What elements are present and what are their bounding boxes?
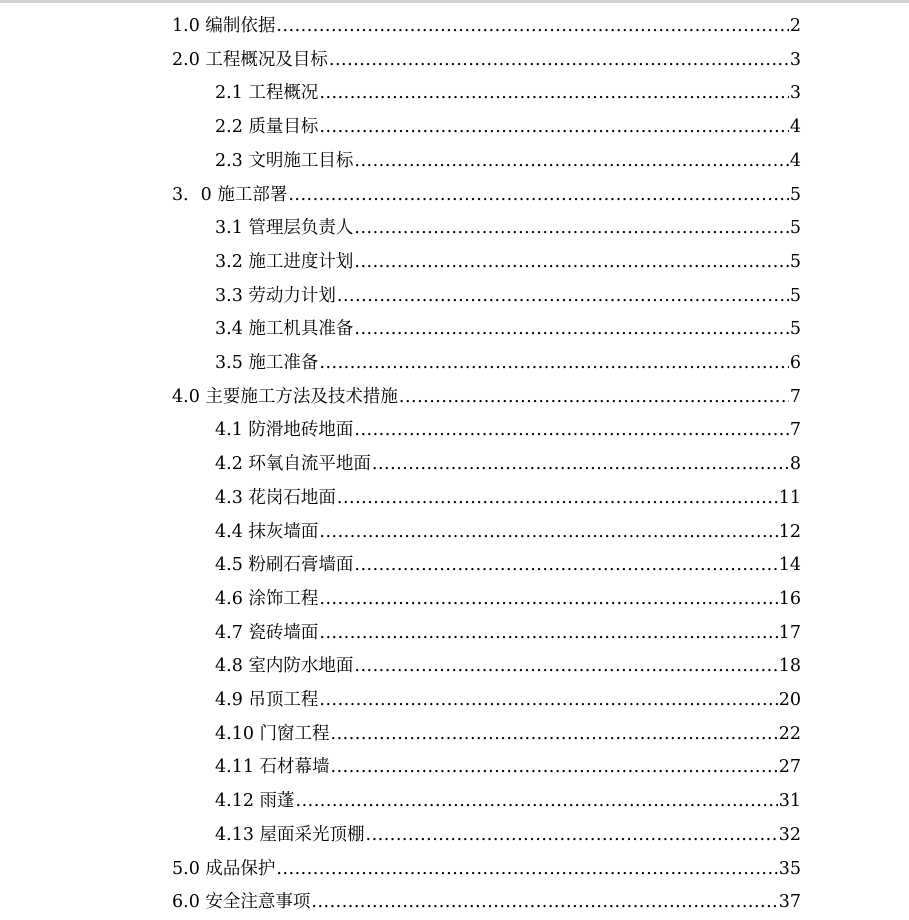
toc-entry-section[interactable] xyxy=(215,714,801,747)
toc-entry-label: 4.13 屋面采光顶棚 xyxy=(215,824,365,845)
toc-entry-page-number: 4 xyxy=(789,117,801,138)
toc-entry-label: 4.10 门窗工程 xyxy=(215,723,330,744)
toc-dot-leader xyxy=(354,655,777,679)
toc-entry-page-number: 5 xyxy=(789,285,801,306)
toc-entry-page-number: 20 xyxy=(778,690,801,710)
toc-entry-section[interactable] xyxy=(215,444,801,477)
toc-dot-leader xyxy=(372,453,789,477)
toc-entry-page-number: 16 xyxy=(778,588,801,609)
toc-entry-chapter[interactable] xyxy=(172,849,801,882)
toc-entry-label: 4.12 雨蓬 xyxy=(215,791,295,812)
toc-entry-label: 6.0 安全注意事项 xyxy=(172,892,311,913)
toc-dot-leader xyxy=(319,521,777,545)
toc-dot-leader xyxy=(296,790,778,814)
toc-entry-page-number: 35 xyxy=(778,858,801,879)
toc-entry-label: 4.11 石材幕墙 xyxy=(215,757,330,778)
toc-entry-label: 4.0 主要施工方法及技术措施 xyxy=(172,386,398,407)
toc-entry-section[interactable] xyxy=(215,747,801,780)
toc-entry-label: 2.1 工程概况 xyxy=(215,83,319,104)
toc-dot-leader xyxy=(319,622,777,646)
toc-entry-page-number: 11 xyxy=(778,487,801,508)
toc-dot-leader xyxy=(276,15,788,39)
toc-entry-chapter[interactable] xyxy=(172,40,801,73)
toc-dot-leader xyxy=(331,723,778,747)
toc-entry-page-number: 17 xyxy=(778,622,801,643)
toc-dot-leader xyxy=(354,217,788,241)
toc-entry-page-number: 31 xyxy=(778,791,801,812)
toc-dot-leader xyxy=(319,588,777,612)
toc-entry-chapter[interactable] xyxy=(172,882,801,915)
toc-entry-section[interactable] xyxy=(215,309,801,342)
toc-dot-leader xyxy=(329,49,789,73)
toc-entry-label: 4.4 抹灰墙面 xyxy=(215,521,319,542)
toc-entry-page-number: 37 xyxy=(778,892,801,913)
toc-entry-label: 4.8 室内防水地面 xyxy=(215,656,354,677)
toc-entry-label: 4.1 防滑地砖地面 xyxy=(215,420,354,441)
toc-entry-page-number: 27 xyxy=(778,757,801,778)
toc-dot-leader xyxy=(354,318,788,342)
toc-dot-leader xyxy=(311,891,777,915)
toc-entry-label: 2.3 文明施工目标 xyxy=(215,150,354,171)
toc-entry-section[interactable] xyxy=(215,107,801,140)
toc-entry-label: 2.0 工程概况及目标 xyxy=(172,49,328,70)
toc-entry-page-number: 7 xyxy=(789,420,801,441)
toc-dot-leader xyxy=(319,116,788,140)
toc-dot-leader xyxy=(354,554,777,578)
toc-entry-section[interactable] xyxy=(215,242,801,275)
toc-entry-label: 3．0 施工部署 xyxy=(172,184,288,205)
toc-entry-page-number: 6 xyxy=(789,353,801,373)
toc-entry-label: 4.2 环氧自流平地面 xyxy=(215,454,371,475)
toc-dot-leader xyxy=(366,824,778,848)
toc-entry-section[interactable] xyxy=(215,512,801,545)
toc-entry-page-number: 14 xyxy=(778,555,801,576)
toc-entry-page-number: 12 xyxy=(778,521,801,542)
toc-entry-section[interactable] xyxy=(215,680,801,713)
toc-entry-section[interactable] xyxy=(215,343,801,376)
toc-entry-section[interactable] xyxy=(215,73,801,106)
toc-entry-chapter[interactable] xyxy=(172,377,801,410)
toc-entry-label: 4.9 吊顶工程 xyxy=(215,690,319,710)
toc-entry-label: 2.2 质量目标 xyxy=(215,117,319,138)
toc-entry-section[interactable] xyxy=(215,579,801,612)
toc-dot-leader xyxy=(337,285,789,309)
toc-entry-section[interactable] xyxy=(215,545,801,578)
toc-entry-page-number: 2 xyxy=(789,16,801,36)
toc-dot-leader xyxy=(354,251,788,275)
toc-entry-label: 4.7 瓷砖墙面 xyxy=(215,622,319,643)
toc-entry-section[interactable] xyxy=(215,410,801,443)
toc-entry-page-number: 18 xyxy=(778,656,801,677)
toc-entry-section[interactable] xyxy=(215,613,801,646)
toc-entry-label: 1.0 编制依据 xyxy=(172,16,276,36)
page-top-border xyxy=(0,0,909,3)
toc-entry-section[interactable] xyxy=(215,815,801,848)
toc-entry-chapter[interactable] xyxy=(172,175,801,208)
toc-entry-label: 3.3 劳动力计划 xyxy=(215,285,336,306)
toc-dot-leader xyxy=(276,858,777,882)
toc-entry-page-number: 7 xyxy=(789,386,801,407)
toc-entry-page-number: 5 xyxy=(789,251,801,272)
toc-dot-leader xyxy=(319,82,788,106)
toc-entry-label: 4.3 花岗石地面 xyxy=(215,487,336,508)
toc-dot-leader xyxy=(319,689,777,713)
toc-entry-section[interactable] xyxy=(215,276,801,309)
toc-entry-label: 4.5 粉刷石膏墙面 xyxy=(215,555,354,576)
toc-entry-section[interactable] xyxy=(215,141,801,174)
toc-entry-page-number: 5 xyxy=(789,218,801,239)
toc-entry-label: 5.0 成品保护 xyxy=(172,858,276,879)
toc-entry-section[interactable] xyxy=(215,208,801,241)
toc-entry-section[interactable] xyxy=(215,646,801,679)
toc-entry-label: 3.2 施工进度计划 xyxy=(215,251,354,272)
toc-entry-section[interactable] xyxy=(215,781,801,814)
toc-entry-page-number: 5 xyxy=(789,184,801,205)
toc-entry-label: 3.1 管理层负责人 xyxy=(215,218,354,239)
toc-entry-section[interactable] xyxy=(215,478,801,511)
toc-entry-label: 3.4 施工机具准备 xyxy=(215,319,354,340)
toc-entry-page-number: 3 xyxy=(789,49,801,70)
toc-dot-leader xyxy=(288,184,789,208)
toc-entry-label: 3.5 施工准备 xyxy=(215,353,319,373)
toc-entry-chapter[interactable] xyxy=(172,6,801,39)
toc-entry-page-number: 4 xyxy=(789,150,801,171)
toc-entry-page-number: 5 xyxy=(789,319,801,340)
toc-dot-leader xyxy=(331,756,778,780)
toc-dot-leader xyxy=(399,386,789,410)
toc-dot-leader xyxy=(319,352,788,376)
toc-entry-label: 4.6 涂饰工程 xyxy=(215,588,319,609)
toc-dot-leader xyxy=(354,419,788,443)
toc-entry-page-number: 8 xyxy=(789,454,801,475)
toc-entry-page-number: 22 xyxy=(778,723,801,744)
toc-dot-leader xyxy=(337,487,778,511)
toc-dot-leader xyxy=(354,150,788,174)
toc-entry-page-number: 32 xyxy=(778,824,801,845)
toc-entry-page-number: 3 xyxy=(789,83,801,104)
